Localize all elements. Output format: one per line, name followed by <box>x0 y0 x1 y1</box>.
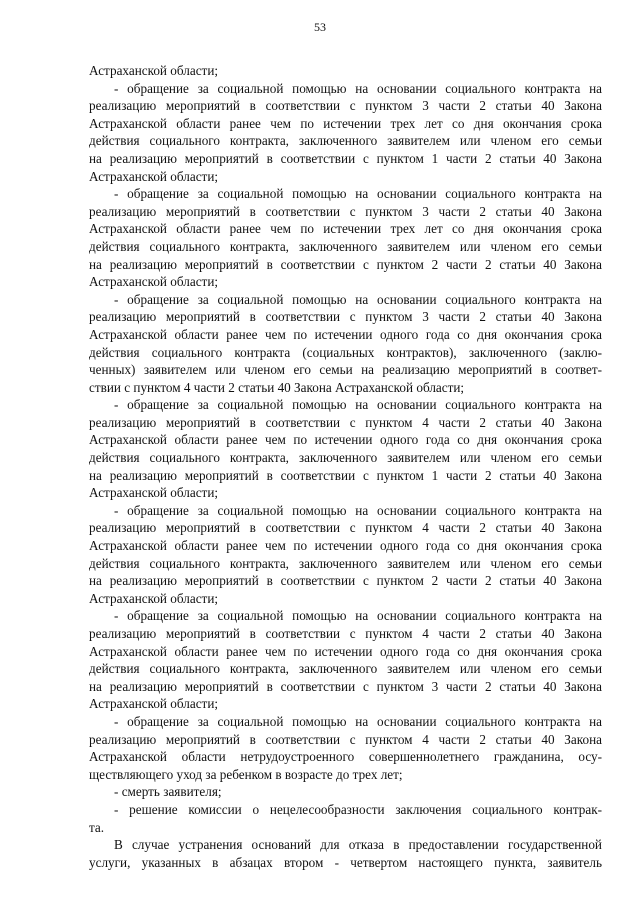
text-line: на реализацию мероприятий в соответствии с пунктом 1 части 2 статьи 40 Закона <box>89 150 602 166</box>
text-line: на реализацию мероприятий в соответствии с пунктом 2 части 2 статьи 40 Закона <box>89 256 602 272</box>
text-line: - обращение за социальной помощью на основании социального контракта на <box>114 397 602 413</box>
text-line: Астраханской области; <box>89 168 219 184</box>
text-line: Астраханской области ранее чем по истечении трех лет со дня окончания срока <box>89 221 602 237</box>
page-number: 53 <box>314 20 326 34</box>
text-line: услуги, указанных в абзацах втором - четвертом настоящего пункта, заявитель <box>89 854 602 870</box>
text-line: Астраханской области ранее чем по истечении одного года со дня окончания срока <box>89 538 602 554</box>
text-line: - обращение за социальной помощью на основании социального контракта на <box>114 713 602 729</box>
text-line: Астраханской области ранее чем по истечении одного года со дня окончания срока <box>89 643 602 659</box>
text-line: - решение комиссии о нецелесообразности заключения социального контрак- <box>114 801 602 817</box>
text-line: Астраханской области ранее чем по истечении одного года со дня окончания срока <box>89 432 602 448</box>
text-line: Астраханской области; <box>89 274 219 290</box>
text-line: реализацию мероприятий в соответствии с пунктом 4 части 2 статьи 40 Закона <box>89 414 602 430</box>
text-line: ществляющего уход за ребенком в возрасте до трех лет; <box>89 766 403 782</box>
text-line: реализацию мероприятий в соответствии с пунктом 3 части 2 статьи 40 Закона <box>89 309 602 325</box>
text-line: - обращение за социальной помощью на основании социального контракта на <box>114 608 602 624</box>
text-line: Астраханской области; <box>89 590 219 606</box>
text-line: - смерть заявителя; <box>114 784 222 800</box>
text-line: реализацию мероприятий в соответствии с пунктом 3 части 2 статьи 40 Закона <box>89 203 602 219</box>
text-line: на реализацию мероприятий в соответствии с пунктом 1 части 2 статьи 40 Закона <box>89 467 602 483</box>
text-line: - обращение за социальной помощью на основании социального контракта на <box>114 80 602 96</box>
text-line: Астраханской области; <box>89 485 219 501</box>
text-line: реализацию мероприятий в соответствии с пунктом 4 части 2 статьи 40 Закона <box>89 731 602 747</box>
text-line: действия социального контракта, заключенного заявителем или членом его семьи <box>89 661 602 677</box>
text-line: Астраханской области ранее чем по истечении трех лет со дня окончания срока <box>89 115 602 131</box>
text-line: Астраханской области ранее чем по истечении одного года со дня окончания срока <box>89 326 602 342</box>
text-line: ченных) заявителем или членом его семьи на реализацию мероприятий в соответ- <box>89 362 602 378</box>
text-line: действия социального контракта, заключенного заявителем или членом его семьи <box>89 238 602 254</box>
text-line: Астраханской области; <box>89 63 219 78</box>
text-line: действия социального контракта, заключенного заявителем или членом его семьи <box>89 450 602 466</box>
text-line: действия социального контракта (социальных контрактов), заключенного (заклю- <box>89 344 602 360</box>
text-line: В случае устранения оснований для отказа в предоставлении государственной <box>114 837 602 853</box>
text-line: Астраханской области нетрудоустроенного совершеннолетнего гражданина, осу- <box>89 749 602 765</box>
text-line: - обращение за социальной помощью на основании социального контракта на <box>114 502 602 518</box>
text-line: на реализацию мероприятий в соответствии с пунктом 3 части 2 статьи 40 Закона <box>89 678 602 694</box>
text-line: на реализацию мероприятий в соответствии с пунктом 2 части 2 статьи 40 Закона <box>89 573 602 589</box>
text-line: реализацию мероприятий в соответствии с пунктом 4 части 2 статьи 40 Закона <box>89 520 602 536</box>
text-line: Астраханской области; <box>89 696 219 712</box>
text-line: реализацию мероприятий в соответствии с пунктом 4 части 2 статьи 40 Закона <box>89 626 602 641</box>
text-line: действия социального контракта, заключенного заявителем или членом его семьи <box>89 133 602 149</box>
document-body <box>89 62 602 871</box>
text-line: реализацию мероприятий в соответствии с пунктом 3 части 2 статьи 40 Закона <box>89 98 602 114</box>
text-line: ствии с пунктом 4 части 2 статьи 40 Закона Астраханской области; <box>89 379 465 395</box>
text-line: та. <box>89 819 105 835</box>
text-line: действия социального контракта, заключенного заявителем или членом его семьи <box>89 555 602 571</box>
text-line: - обращение за социальной помощью на основании социального контракта на <box>114 186 602 202</box>
text-line: - обращение за социальной помощью на основании социального контракта на <box>114 291 602 307</box>
